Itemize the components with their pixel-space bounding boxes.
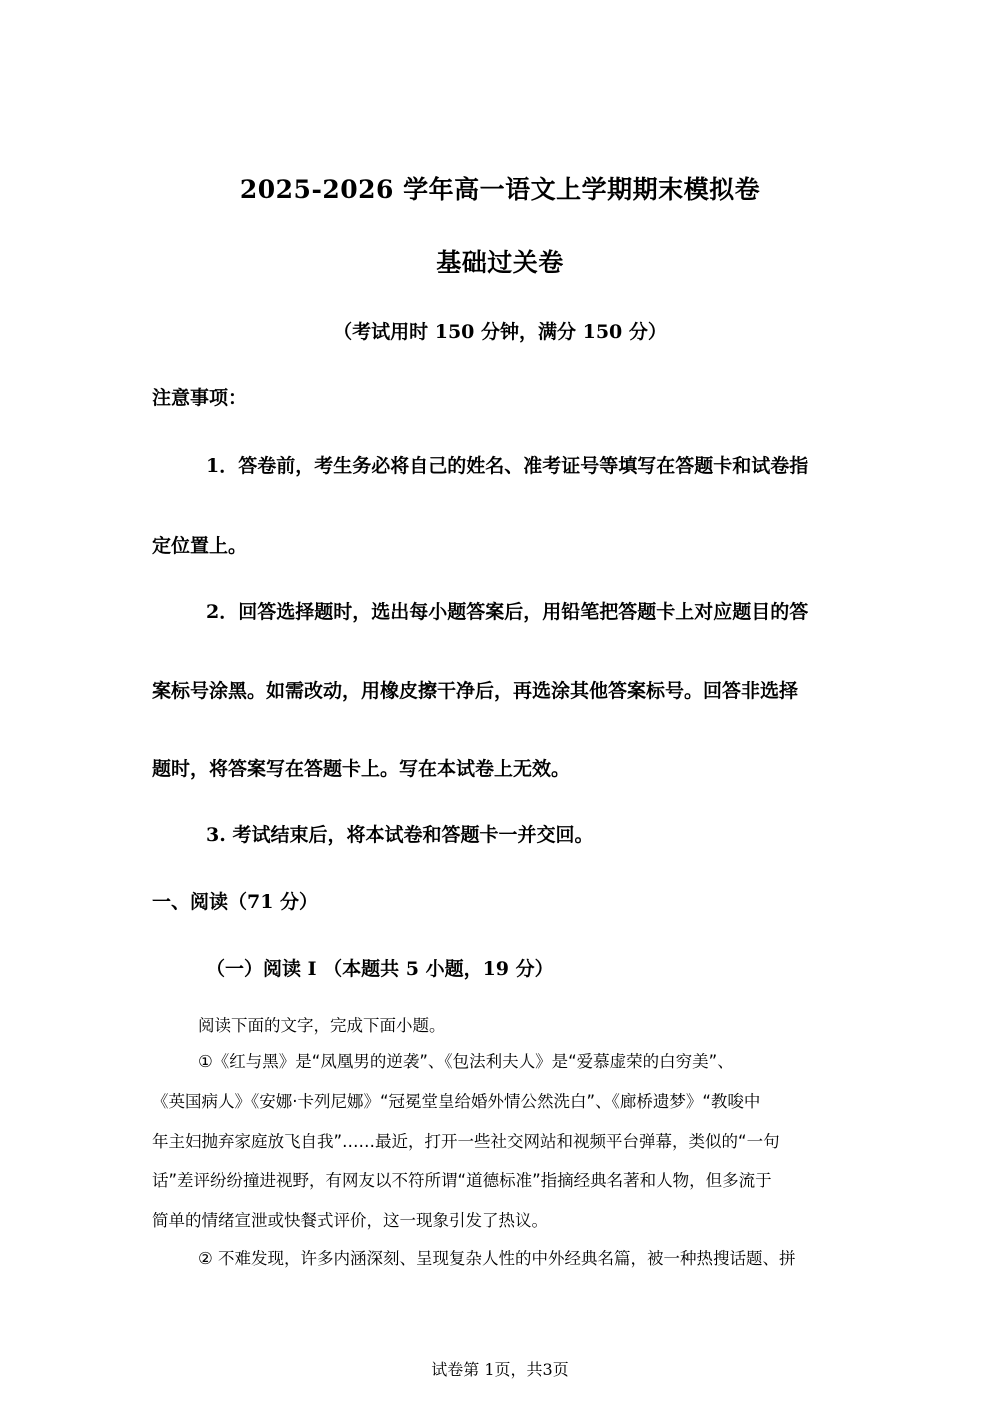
exam-title: 2025-2026 学年高一语文上学期期末模拟卷	[239, 175, 761, 204]
passage-p1-line-1: ①《红与黑》是“凤凰男的逆袭”、《包法利夫人》是“爱慕虚荣的白穷美”、	[198, 1052, 734, 1071]
passage-p2-line-1: ② 不难发现，许多内涵深刻、呈现复杂人性的中外经典名篇，被一种热搜话题、拼	[198, 1249, 796, 1268]
notice-item-3: 3. 考试结束后，将本试卷和答题卡一并交回。	[206, 824, 594, 846]
notice-item-1-line-2: 定位置上。	[152, 535, 248, 557]
exam-subtitle: 基础过关卷	[436, 248, 564, 277]
notice-item-2-line-1: 2．回答选择题时，选出每小题答案后，用铅笔把答题卡上对应题目的答	[206, 601, 809, 623]
notice-item-2-line-3: 题时，将答案写在答题卡上。写在本试卷上无效。	[152, 758, 571, 780]
section-heading: 一、阅读（71 分）	[152, 891, 319, 913]
exam-time-info: （考试用时 150 分钟，满分 150 分）	[333, 321, 667, 343]
passage-p1-line-4: 话”差评纷纷撞进视野，有网友以不符所谓“道德标准”指摘经典名著和人物，但多流于	[152, 1171, 772, 1190]
notice-item-2-line-2: 案标号涂黑。如需改动，用橡皮擦干净后，再选涂其他答案标号。回答非选择	[152, 680, 799, 702]
passage-p1-line-3: 年主妇抛弃家庭放飞自我”……最近，打开一些社交网站和视频平台弹幕，类似的“一句	[152, 1132, 780, 1151]
notice-item-1-line-1: 1．答卷前，考生务必将自己的姓名、准考证号等填写在答题卡和试卷指	[206, 455, 809, 477]
notice-heading: 注意事项：	[152, 387, 248, 409]
section-subheading: （一）阅读 I （本题共 5 小题，19 分）	[206, 958, 554, 980]
passage-p1-line-5: 简单的情绪宣泄或快餐式评价，这一现象引发了热议。	[152, 1211, 548, 1230]
page-footer: 试卷第 1页，共3页	[431, 1360, 569, 1379]
passage-p1-line-2: 《英国病人》《安娜·卡列尼娜》“冠冕堂皇给婚外情公然洗白”、《廊桥遗梦》“教唆中	[152, 1092, 761, 1111]
passage-intro: 阅读下面的文字，完成下面小题。	[198, 1016, 446, 1035]
